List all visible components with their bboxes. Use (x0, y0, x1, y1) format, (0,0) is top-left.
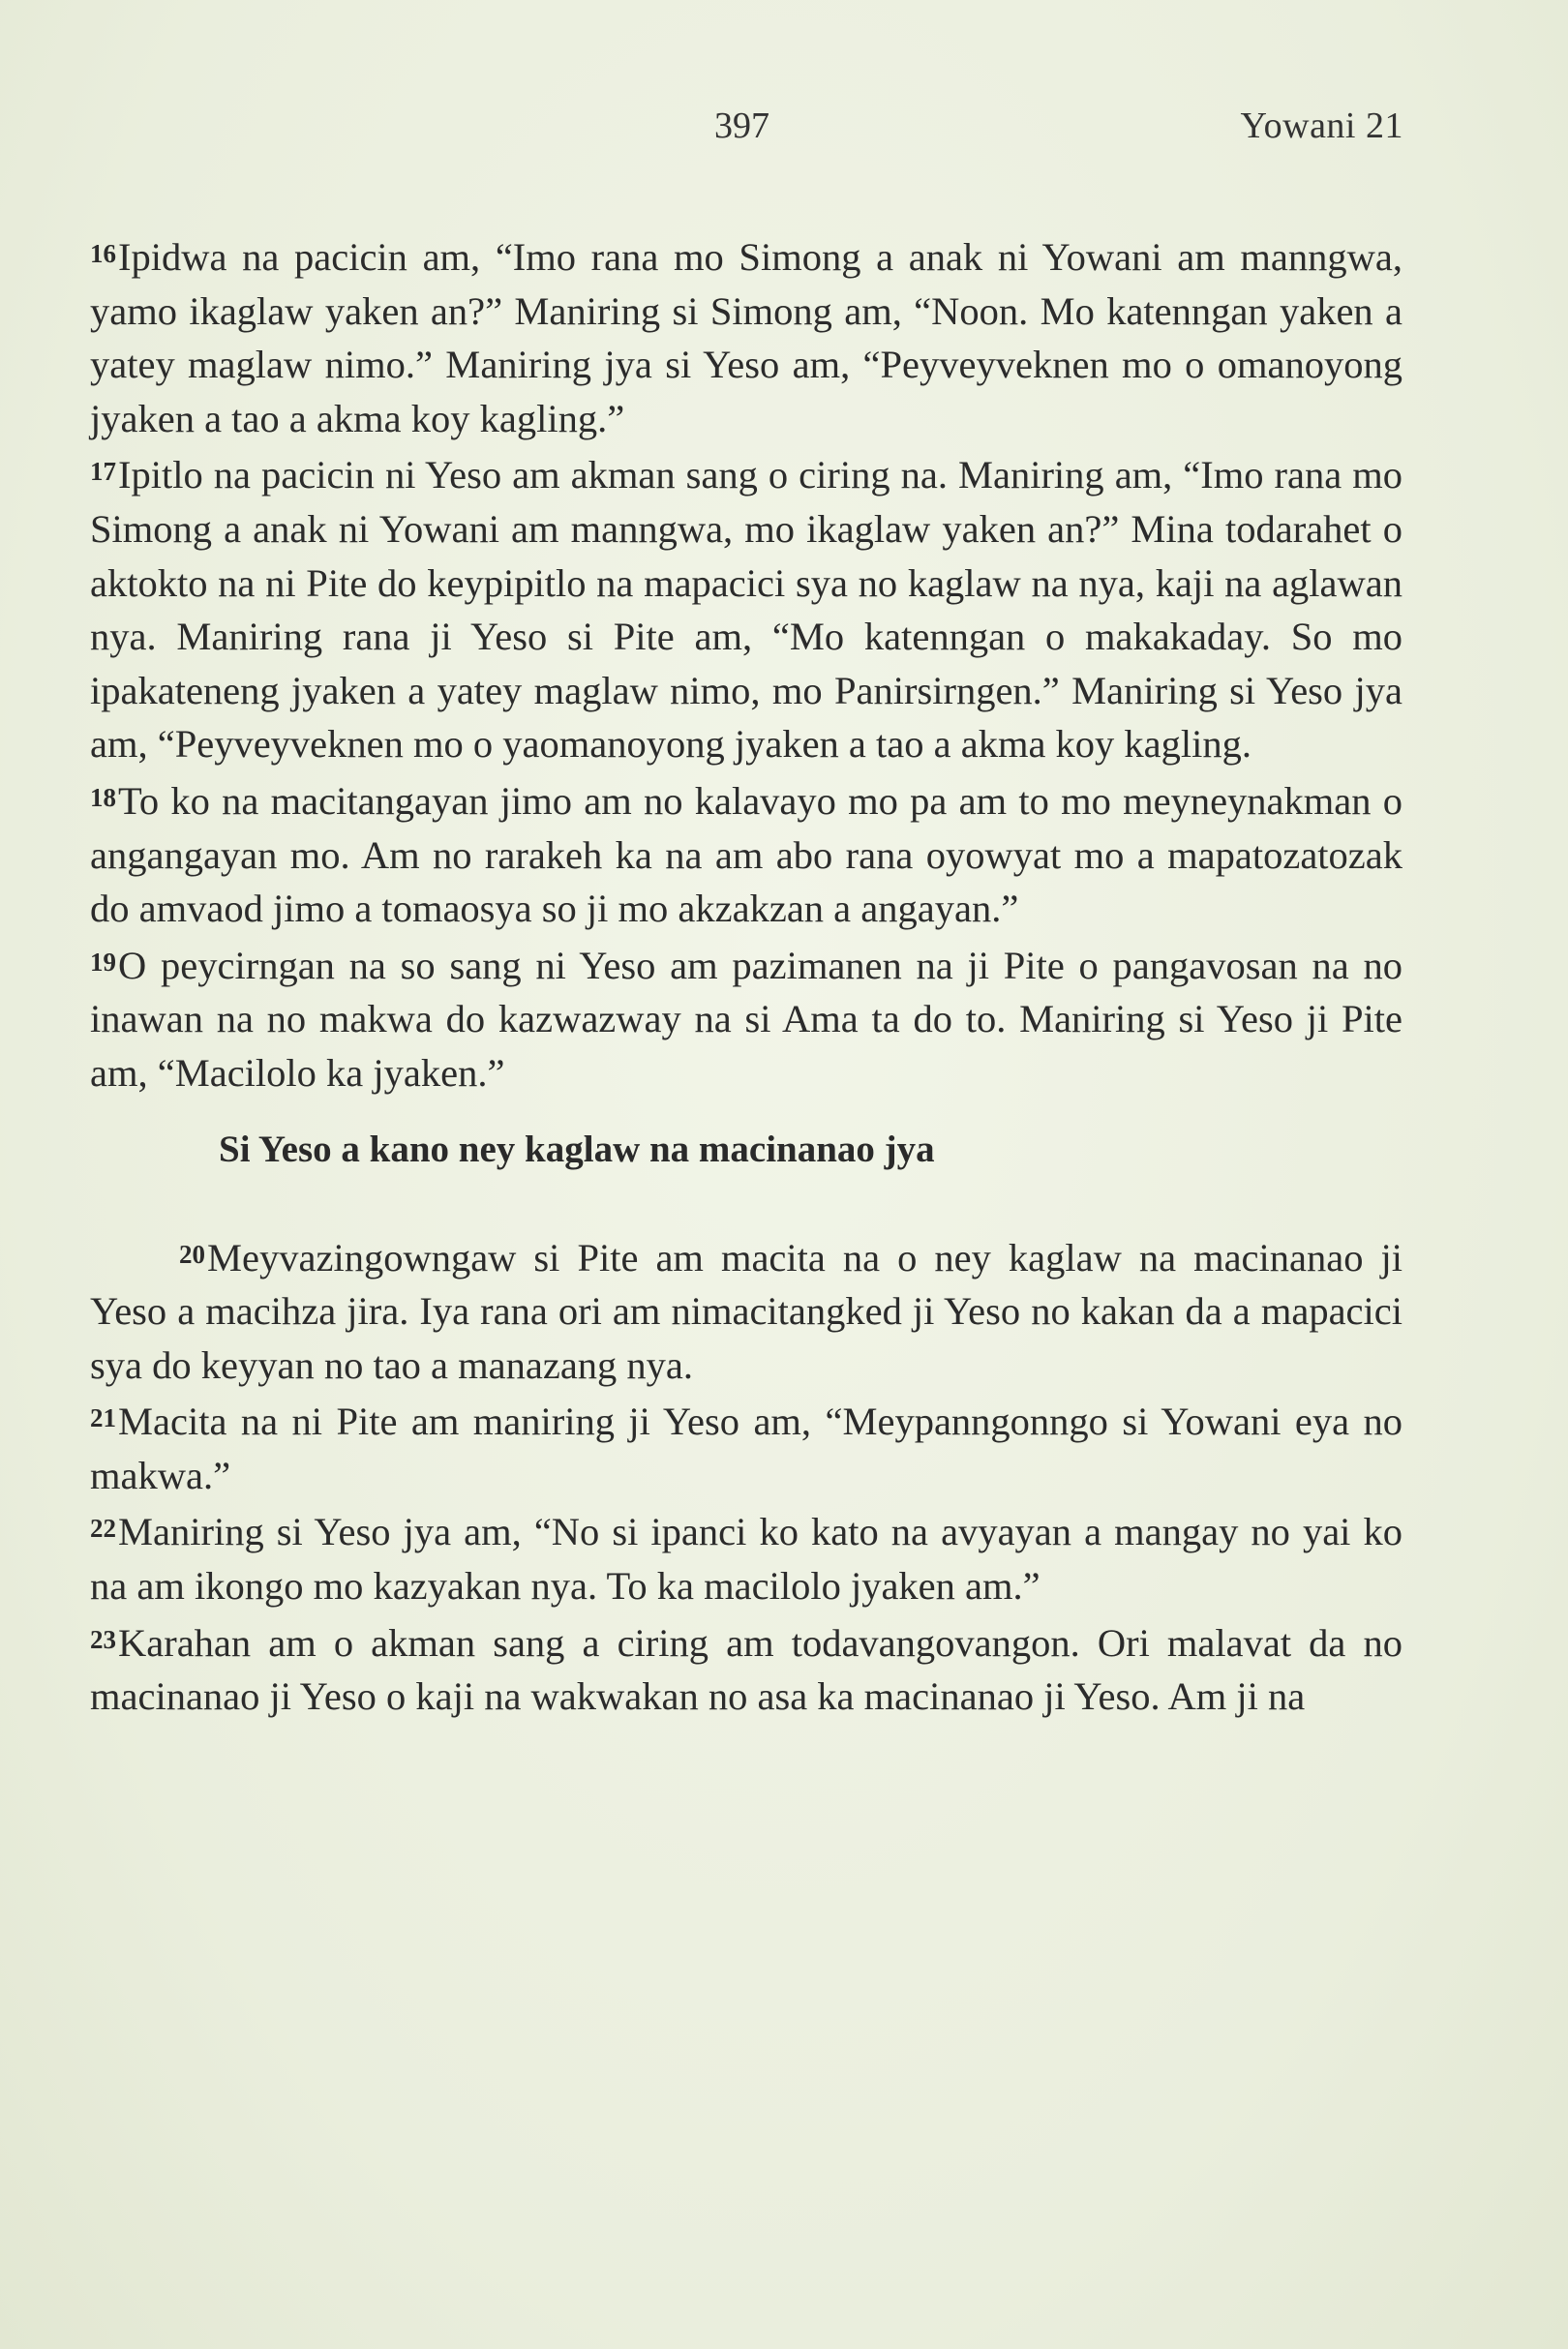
verse-number: 23 (90, 1624, 116, 1654)
verse-text: Meyvazingowngaw si Pite am macita na o ney kaglaw na macinanao ji Yeso a macihza jira. Iya rana ori am nimacitangked ji Yeso no kakan da a mapacici sya do keyyan no tao a manazang nya. (90, 1235, 1402, 1387)
verse-number: 18 (90, 782, 116, 812)
verse-text: Karahan am o akman sang a ciring am todavangovangon. Ori malavat da no macinanao ji Yeso o kaji na wakwakan no asa ka macinanao ji Yeso. Am ji na (90, 1620, 1402, 1719)
page-header (87, 105, 1403, 163)
verse-18 (90, 771, 1402, 936)
verse-text: Ipitlo na pacicin ni Yeso am akman sang o ciring na. Maniring am, “Imo rana mo Simong a anak ni Yowani am manngwa, mo ikaglaw yaken an?” Mina todarahet o aktokto na ni Pite do keypipitlo na mapacici sya no kaglaw na nya, kaji na aglawan nya. Maniring rana ji Yeso si Pite am, “Mo katenngan o makakaday. So mo ipakateneng jyaken a yatey maglaw nimo, mo Panirsirngen.” Maniring si Yeso jya am, “Peyveyveknen mo o yaomanoyong jyaken a tao a akma koy kagling. (90, 453, 1402, 767)
verse-number: 16 (90, 239, 116, 268)
verse-text: Macita na ni Pite am maniring ji Yeso am, “Meypanngonngo si Yowani eya no makwa.” (90, 1400, 1402, 1497)
verse-number: 17 (90, 457, 116, 487)
verse-19 (90, 936, 1402, 1100)
verse-number: 22 (90, 1514, 116, 1544)
running-head: Yowani 21 (1240, 105, 1403, 146)
verse-text: O peycirngan na so sang ni Yeso am pazimanen na ji Pite o pangavosan na no inawan na no makwa do kazwazway na si Ama ta do to. Maniring si Yeso ji Pite am, “Macilolo ka jyaken.” (90, 943, 1402, 1095)
verse-20 (90, 1228, 1402, 1393)
verse-17 (90, 445, 1402, 771)
verse-number: 21 (90, 1403, 116, 1433)
verse-21 (90, 1392, 1402, 1502)
verse-text: To ko na macitangayan jimo am no kalavayo mo pa am to mo meyneynakman o angangayan mo. Am no rarakeh ka na am abo rana oyowyat mo a mapatozatozak do amvaod jimo a tomaosya so ji mo akzakzan a angayan.” (90, 778, 1402, 931)
verse-16 (90, 227, 1402, 445)
verse-22 (90, 1502, 1402, 1612)
section-heading: Si Yeso a kano ney kaglaw na macinanao jya (219, 1128, 935, 1170)
body-text (90, 227, 1402, 1724)
verse-text: Maniring si Yeso jya am, “No si ipanci ko kato na avyayan a mangay no yai ko na am ikongo mo kazyakan nya. To ka macilolo jyaken am.” (90, 1510, 1402, 1609)
verse-text: Ipidwa na pacicin am, “Imo rana mo Simong a anak ni Yowani am manngwa, yamo ikaglaw yaken an?” Maniring si Simong am, “Noon. Mo katenngan yaken a yatey maglaw nimo.” Maniring jya si Yeso am, “Peyveyveknen mo o omanoyong jyaken a tao a akma koy kagling.” (90, 235, 1402, 440)
verse-23 (90, 1613, 1402, 1724)
verse-number: 19 (90, 947, 116, 977)
verse-number: 20 (179, 1239, 205, 1269)
page-number: 397 (714, 105, 769, 146)
